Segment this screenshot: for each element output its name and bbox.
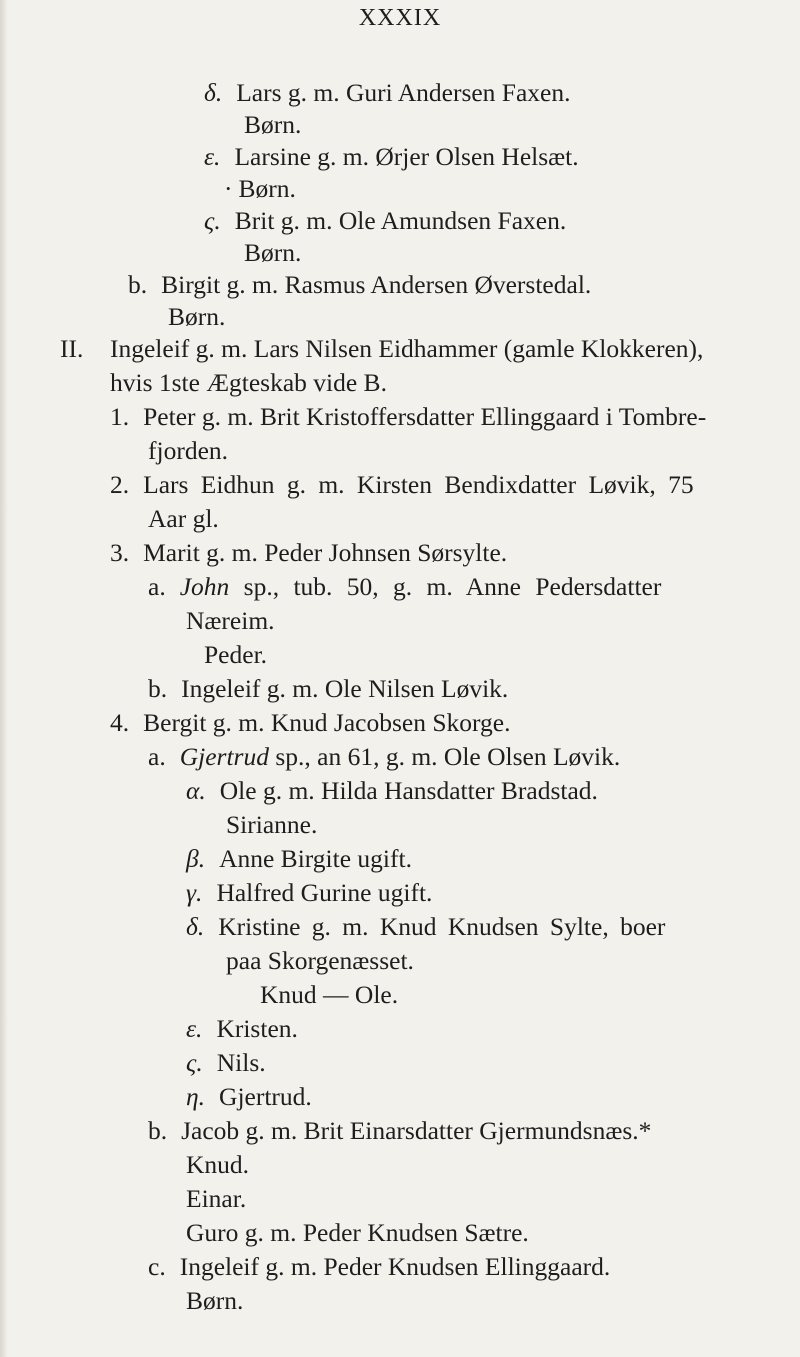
entry-text: Ingeleif g. m. Ole Nilsen Løvik. — [181, 674, 509, 703]
entry-text: sp., tub. 50, g. m. Anne Pedersdatter — [243, 572, 662, 601]
entry-text: Sirianne. — [226, 810, 318, 839]
entry-text: Aar gl. — [148, 504, 219, 533]
entry-text: Larsine g. m. Ørjer Olsen Helsæt. — [234, 142, 579, 171]
entry-label: 2. — [110, 470, 130, 499]
entry-continuation — [110, 366, 387, 400]
entry-label: 1. — [110, 402, 130, 431]
page-number: XXXIX — [358, 5, 442, 31]
entry-nils — [186, 1046, 266, 1080]
entry-text: Børn. — [186, 1286, 244, 1315]
entry-text: Lars g. m. Guri Andersen Faxen. — [236, 78, 571, 107]
entry-text: paa Skorgenæsset. — [226, 946, 414, 975]
entry-label: δ. — [204, 78, 223, 107]
entry-text: Knud. — [186, 1150, 250, 1179]
entry-continuation — [148, 502, 219, 536]
binding-shadow — [0, 0, 8, 1357]
entry-john — [148, 570, 661, 604]
entry-einar — [186, 1182, 246, 1216]
entry-ole — [186, 774, 598, 808]
entry-text: Nils. — [216, 1048, 266, 1077]
entry-text: Halfred Gurine ugift. — [216, 878, 433, 907]
entry-text: Knud — Ole. — [260, 980, 399, 1009]
entry-kristen — [186, 1012, 298, 1046]
entry-label: a. — [148, 572, 166, 601]
entry-name: Gjertrud — [179, 742, 269, 771]
entry-text: Jacob g. m. Brit Einarsdatter Gjermundsnæs.* — [181, 1116, 652, 1145]
entry-text: fjorden. — [148, 436, 229, 465]
entry-children — [244, 108, 301, 142]
entry-continuation — [148, 434, 228, 468]
entry-label: δ. — [186, 912, 205, 941]
entry-text: Anne Birgite ugift. — [219, 844, 412, 873]
entry-text: Børn. — [244, 238, 302, 267]
entry-birgit — [128, 268, 591, 302]
entry-text: Kristen. — [216, 1014, 298, 1043]
entry-text: Brit g. m. Ole Amundsen Faxen. — [234, 206, 567, 235]
entry-children — [224, 172, 296, 206]
entry-label: a. — [148, 742, 166, 771]
entry-kristine — [186, 910, 665, 944]
entry-text: Ingeleif g. m. Lars Nilsen Eidhammer (gamle Klokkeren), — [110, 334, 704, 363]
entry-label: β. — [186, 844, 206, 873]
entry-children — [168, 300, 225, 334]
entry-label: α. — [186, 776, 206, 805]
entry-text: Einar. — [186, 1184, 247, 1213]
entry-ingeleif-ii — [60, 332, 778, 366]
entry-label: 4. — [110, 708, 130, 737]
entry-children — [260, 978, 398, 1012]
entry-label: II. — [60, 334, 84, 363]
entry-marit — [110, 536, 507, 570]
entry-ingeleif-b — [148, 672, 508, 706]
entry-label: γ. — [186, 878, 203, 907]
entry-children — [226, 808, 317, 842]
entry-label: b. — [128, 270, 148, 299]
entry-text: Bergit g. m. Knud Jacobsen Skorge. — [143, 708, 511, 737]
entry-peter — [110, 400, 706, 434]
entry-name: John — [179, 572, 230, 601]
entry-guro — [186, 1216, 529, 1250]
entry-text: Børn. — [244, 110, 302, 139]
entry-jacob — [148, 1114, 651, 1148]
entry-label: η. — [186, 1082, 206, 1111]
entry-lars-eidhun — [110, 468, 694, 502]
entry-text: Børn. — [168, 302, 226, 331]
entry-text: Gjertrud. — [219, 1082, 312, 1111]
entry-gjertrud-a — [148, 740, 620, 774]
entry-label: ε. — [204, 142, 221, 171]
entry-label: ε. — [186, 1014, 203, 1043]
entry-label: ς. — [186, 1048, 203, 1077]
entry-gjertrud-eta — [186, 1080, 312, 1114]
entry-label: b. — [148, 1116, 168, 1145]
entry-text: sp., an 61, g. m. Ole Olsen Løvik. — [275, 742, 621, 771]
entry-label: b. — [148, 674, 168, 703]
entry-bergit — [110, 706, 510, 740]
entry-text: Lars Eidhun g. m. Kirsten Bendixdatter Løvik, 75 — [143, 470, 694, 499]
entry-halfred — [186, 876, 432, 910]
entry-continuation — [186, 604, 275, 638]
entry-children — [204, 638, 267, 672]
entry-brit — [204, 204, 566, 238]
entry-knud — [186, 1148, 249, 1182]
entry-text: Børn. — [238, 174, 296, 203]
entry-label: ς. — [204, 206, 221, 235]
entry-label: 3. — [110, 538, 130, 567]
entry-text: Peder. — [204, 640, 268, 669]
entry-continuation — [226, 944, 414, 978]
entry-ingeleif-c — [148, 1250, 610, 1284]
entry-children — [186, 1284, 243, 1318]
entry-text: Ingeleif g. m. Peder Knudsen Ellinggaard. — [179, 1252, 611, 1281]
entry-text: Kristine g. m. Knud Knudsen Sylte, boer — [218, 912, 666, 941]
entry-text: Næreim. — [186, 606, 275, 635]
entry-larsine — [204, 140, 579, 174]
entry-text: Peter g. m. Brit Kristoffersdatter Ellinggaard i Tombre- — [143, 402, 707, 431]
entry-text: Marit g. m. Peder Johnsen Sørsylte. — [143, 538, 508, 567]
entry-label: · — [224, 174, 233, 203]
entry-text: hvis 1ste Ægteskab vide B. — [110, 368, 387, 397]
entry-text: Ole g. m. Hilda Hansdatter Bradstad. — [219, 776, 598, 805]
entry-children — [244, 236, 301, 270]
entry-anne — [186, 842, 412, 876]
entry-lars-guri — [204, 76, 571, 110]
entry-label: c. — [148, 1252, 166, 1281]
entry-text: Guro g. m. Peder Knudsen Sætre. — [186, 1218, 529, 1247]
entry-text: Birgit g. m. Rasmus Andersen Øverstedal. — [161, 270, 592, 299]
